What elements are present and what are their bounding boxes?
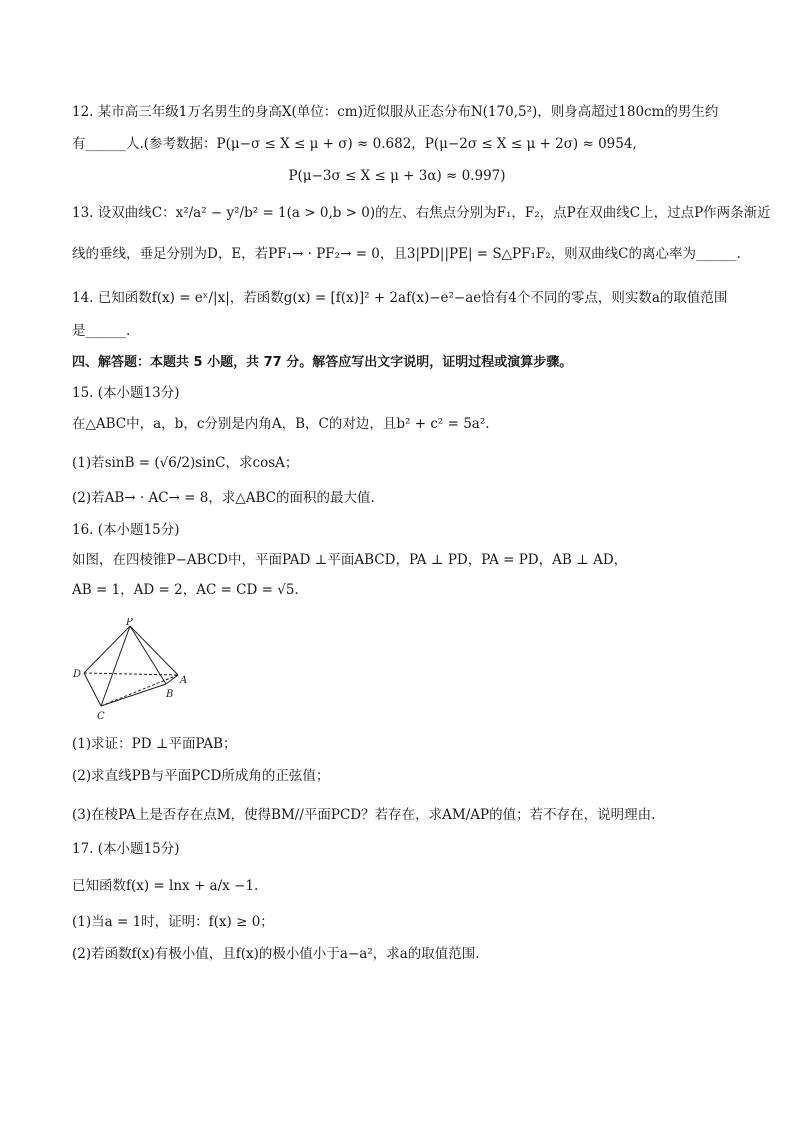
edge-da-hidden (84, 673, 178, 675)
edge-pc (101, 626, 130, 706)
q15-heading: 15. (本小题13分) (72, 385, 180, 401)
q16-part3: (3)在棱PA上是否存在点M，使得BM//平面PCD？若存在，求AM/AP的值；若不存在，说明理由. (72, 807, 656, 823)
q16-part2: (2)求直线PB与平面PCD所成角的正弦值； (72, 768, 330, 784)
q17-heading: 17. (本小题15分) (72, 841, 180, 857)
edge-dc (84, 673, 101, 706)
edge-pa (130, 626, 178, 675)
q15-stem: 在△ABC中，a，b，c分别是内角A，B，C的对边，且b² + c² = 5a². (72, 416, 490, 432)
q12-line2: 有______人.(参考数据：P(μ−σ ≤ X ≤ μ + σ) ≈ 0.682，P(μ−2σ ≤ X ≤ μ + 2σ) ≈ 0954, (72, 136, 637, 152)
label-d: D (73, 669, 82, 680)
q16-heading: 16. (本小题15分) (72, 522, 180, 538)
label-b: B (166, 689, 174, 700)
label-c: C (97, 711, 105, 722)
q16-stem-line2: AB = 1，AD = 2，AC = CD = √5. (72, 582, 299, 598)
q17-stem: 已知函数f(x) = lnx + a/x −1. (72, 878, 259, 894)
pyramid-diagram (70, 618, 200, 724)
q15-part1: (1)若sinB = (√6/2)sinC，求cosA； (72, 455, 299, 471)
q16-part1: (1)求证：PD ⊥平面PAB； (72, 736, 237, 752)
q14-line1: 14. 已知函数f(x) = eˣ/|x|，若函数g(x) = [f(x)]² + 2af(x)−e²−ae恰有4个不同的零点，则实数a的取值范围 (72, 290, 728, 306)
q13-line1: 13. 设双曲线C：x²/a² − y²/b² = 1(a > 0,b > 0)的左、右焦点分别为F₁，F₂，点P在双曲线C上，过点P作两条渐近 (72, 205, 771, 221)
q14-line2: 是______. (72, 323, 131, 339)
edge-pd (84, 626, 130, 673)
q12-line3: P(μ−3σ ≤ X ≤ μ + 3α) ≈ 0.997) (288, 168, 506, 184)
edge-cb (101, 684, 166, 706)
label-a: A (180, 675, 188, 686)
q16-stem-line1: 如图，在四棱锥P−ABCD中，平面PAD ⊥平面ABCD，PA ⊥ PD，PA = PD，AB ⊥ AD， (72, 552, 628, 568)
edge-pb (130, 626, 166, 684)
q17-part2: (2)若函数f(x)有极小值，且f(x)的极小值小于a−a²，求a的取值范围. (72, 946, 480, 962)
q17-part1: (1)当a = 1时，证明：f(x) ≥ 0； (72, 914, 274, 930)
q15-part2: (2)若AB→ · AC→ = 8，求△ABC的面积的最大值. (72, 490, 375, 506)
q12-line1: 12. 某市高三年级1万名男生的身高X(单位：cm)近似服从正态分布N(170,5²)，则身高超过180cm的男生约 (72, 104, 719, 120)
q13-line2: 线的垂线，垂足分别为D，E，若PF₁→ · PF₂→ = 0，且3|PD||PE| = S△PF₁F₂，则双曲线C的离心率为______. (72, 246, 741, 262)
section-heading: 四、解答题：本题共 5 小题，共 77 分。解答应写出文字说明，证明过程或演算步骤。 (72, 355, 573, 370)
pyramid-figure (70, 618, 200, 724)
label-p: P (126, 618, 133, 628)
